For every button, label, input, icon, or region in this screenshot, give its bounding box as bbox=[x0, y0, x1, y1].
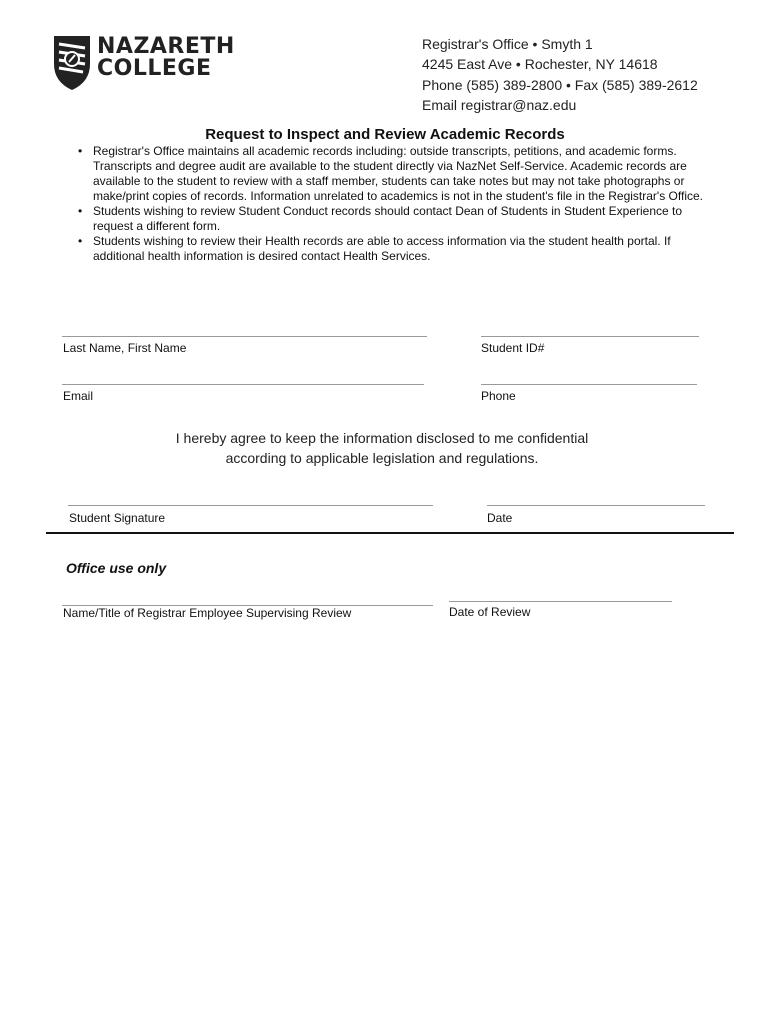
email-address: Email registrar@naz.edu bbox=[422, 96, 577, 113]
student-id-field[interactable] bbox=[481, 336, 699, 337]
phone-field[interactable] bbox=[481, 384, 697, 385]
email-field[interactable] bbox=[62, 384, 424, 385]
agreement-line1: I hereby agree to keep the information disclosed to me confidential bbox=[175, 430, 589, 446]
date-field[interactable] bbox=[487, 505, 705, 506]
supervisor-label: Name/Title of Registrar Employee Supervising Review bbox=[63, 606, 352, 620]
email-label: Email bbox=[63, 389, 94, 403]
name-label: Last Name, First Name bbox=[63, 341, 187, 355]
logo-line1: NAZARETH bbox=[97, 34, 235, 59]
instructions-list bbox=[78, 144, 706, 264]
section-divider bbox=[46, 532, 734, 534]
instruction-item: • Registrar's Office maintains all academic records including: outside transcripts, petitions, and academic forms. Transcripts and degree audit are available to the student directly via NazNet Self-Service. Academic records are available to the student to review with a staff member, students can take notes but may not take photographs or make/print copies of records. Information unrelated to academics is not in the student's file in the Registrar's Office. bbox=[78, 144, 706, 204]
review-date-label: Date of Review bbox=[449, 605, 531, 619]
instruction-item: • Students wishing to review their Health records are able to access information via the student health portal. If additional health information is desired contact Health Services. bbox=[78, 234, 706, 264]
phone-label: Phone bbox=[481, 389, 516, 403]
signature-label: Student Signature bbox=[69, 511, 166, 525]
logo-line2: COLLEGE bbox=[97, 56, 212, 81]
college-logo bbox=[50, 34, 235, 94]
shield-icon bbox=[50, 34, 94, 92]
review-date-field[interactable] bbox=[449, 601, 672, 602]
contact-block bbox=[422, 34, 698, 115]
logo-wordmark bbox=[97, 36, 235, 80]
phone-fax: Phone (585) 389-2800 • Fax (585) 389-2612 bbox=[422, 76, 698, 93]
agreement-line2: according to applicable legislation and regulations. bbox=[225, 450, 539, 466]
student-id-label: Student ID# bbox=[481, 341, 545, 355]
agreement-statement bbox=[0, 428, 764, 468]
signature-field[interactable] bbox=[68, 505, 433, 506]
office-use-heading: Office use only bbox=[66, 560, 167, 576]
street-address: 4245 East Ave • Rochester, NY 14618 bbox=[422, 56, 658, 73]
date-label: Date bbox=[487, 511, 513, 525]
instruction-item: • Students wishing to review Student Conduct records should contact Dean of Students in Student Experience to request a different form. bbox=[78, 204, 706, 234]
name-field[interactable] bbox=[62, 336, 427, 337]
form-title: Request to Inspect and Review Academic Records bbox=[205, 126, 565, 143]
office-location: Registrar's Office • Smyth 1 bbox=[422, 36, 593, 52]
